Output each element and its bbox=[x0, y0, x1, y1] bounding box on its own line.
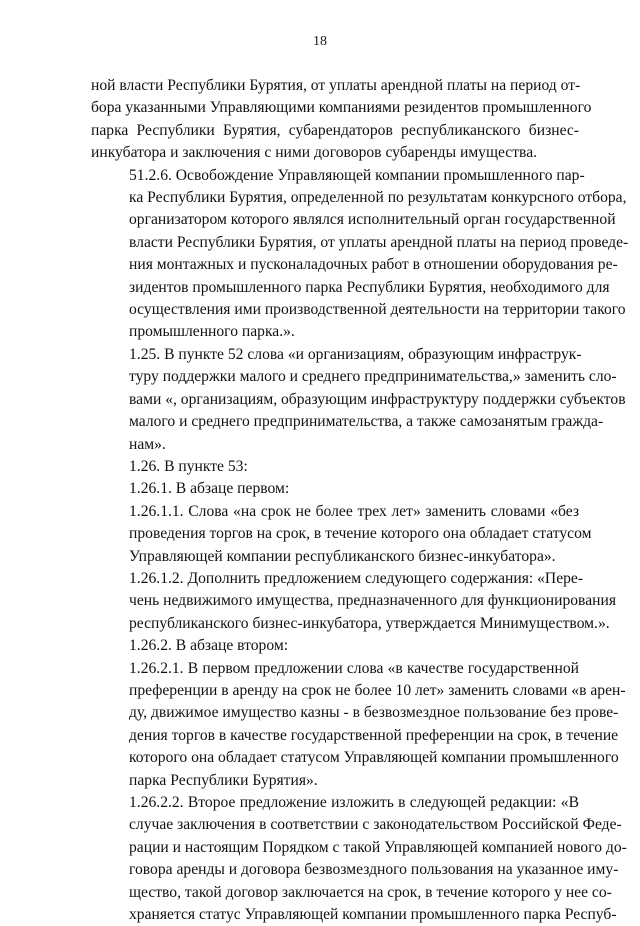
text-line: ка Республики Бурятия, определенной по результатам конкурсного отбора, bbox=[129, 189, 627, 207]
text-line: нам». bbox=[129, 435, 166, 453]
text-line: щество, такой договор заключается на срок, в течение которого у нее со- bbox=[129, 883, 612, 901]
text-line: ния монтажных и пусконаладочных работ в отношении оборудования ре- bbox=[129, 256, 618, 274]
text-line: 1.26.2.2. Второе предложение изложить в следующей редакции: «В bbox=[129, 794, 579, 811]
text-line: 51.2.6. Освобождение Управляющей компании промышленного пар- bbox=[129, 166, 585, 184]
text-line: храняется статус Управляющей компании промышленного парка Респуб- bbox=[129, 906, 617, 924]
text-line: 1.25. В пункте 52 слова «и организациям, образующим инфраструк- bbox=[129, 345, 582, 363]
text-line: промышленного парка.». bbox=[129, 323, 295, 341]
paragraph bbox=[91, 344, 626, 456]
text-line: осуществления ими производственной деятельности на территории такого bbox=[129, 301, 626, 319]
text-line: 1.26.1. В абзаце первом: bbox=[129, 480, 290, 498]
text-line: дения торгов в качестве государственной преференции на срок, в течение bbox=[129, 726, 619, 744]
paragraph bbox=[91, 635, 579, 657]
text-line: Управляющей компании республиканского бизнес-инкубатора». bbox=[129, 547, 556, 565]
text-line: которого она обладает статусом Управляющей компании промышленного bbox=[129, 749, 619, 767]
text-line: 1.26. В пункте 53: bbox=[129, 457, 248, 475]
page-number: 18 bbox=[313, 34, 327, 49]
text-line: говора аренды и договора безвозмездного пользования на указанное иму- bbox=[129, 861, 619, 879]
text-line: преференции в аренду на срок не более 10 лет» заменить словами «в арен- bbox=[129, 681, 626, 699]
document-body bbox=[91, 75, 629, 926]
paragraph bbox=[91, 456, 579, 478]
text-line: бора указанными Управляющими компаниями резидентов промышленного bbox=[91, 99, 592, 117]
text-line: ду, движимое имущество казны - в безвозмездное пользование без прове- bbox=[129, 704, 619, 722]
text-line: организатором которого являлся исполнительный орган государственной bbox=[129, 211, 616, 229]
text-line: вами «, организациям, образующим инфраструктуру поддержки субъектов bbox=[129, 390, 626, 408]
paragraph bbox=[91, 165, 629, 344]
text-line: парка Республики Бурятия». bbox=[129, 771, 318, 789]
paragraph bbox=[91, 658, 626, 792]
paragraph bbox=[91, 568, 616, 635]
paragraph bbox=[91, 75, 592, 165]
text-line: 1.26.2.1. В первом предложении слова «в качестве государственной bbox=[129, 659, 579, 677]
text-line: туру поддержки малого и среднего предпринимательства,» заменить сло- bbox=[129, 368, 617, 386]
text-line: 1.26.2. В абзаце втором: bbox=[129, 637, 289, 655]
paragraph bbox=[91, 501, 592, 568]
text-line: проведения торгов на срок, в течение которого она обладает статусом bbox=[129, 525, 592, 543]
text-line: чень недвижимого имущества, предназначенного для функционирования bbox=[129, 592, 616, 610]
text-line: власти Республики Бурятия, от уплаты арендной платы на период проведе- bbox=[129, 233, 629, 251]
paragraph bbox=[91, 478, 579, 500]
text-line: парка Республики Бурятия, субарендаторов республиканского бизнес- bbox=[91, 121, 579, 139]
text-line: 1.26.1.2. Дополнить предложением следующего содержания: «Пере- bbox=[129, 569, 584, 587]
text-line: ной власти Республики Бурятия, от уплаты арендной платы на период от- bbox=[91, 77, 581, 94]
text-line: зидентов промышленного парка Республики Бурятия, необходимого для bbox=[129, 278, 610, 296]
text-line: инкубатора и заключения с ними договоров субаренды имущества. bbox=[91, 144, 538, 162]
text-line: 1.26.1.1. Слова «на срок не более трех лет» заменить словами «без bbox=[129, 502, 579, 520]
text-line: республиканского бизнес-инкубатора, утверждается Минимуществом.». bbox=[129, 614, 610, 632]
text-line: случае заключения в соответствии с законодательством Российской Феде- bbox=[129, 816, 622, 834]
paragraph bbox=[91, 792, 627, 926]
text-line: рации и настоящим Порядком с такой Управляющей компанией нового до- bbox=[129, 838, 627, 856]
text-line: малого и среднего предпринимательства, а также самозанятым гражда- bbox=[129, 413, 604, 431]
